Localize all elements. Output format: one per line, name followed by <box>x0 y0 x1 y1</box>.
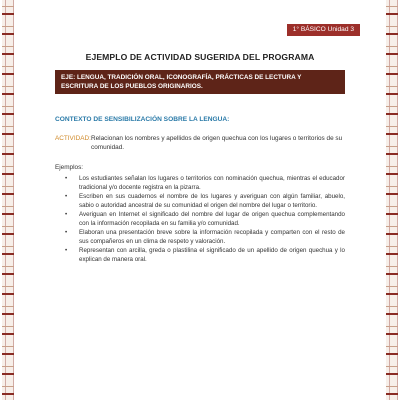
example-text: Los estudiantes señalan los lugares o territorios con nominación quechua, mientras el educador tradicional y/o docente registra en la pizarra. <box>79 175 345 191</box>
bullet-icon: • <box>65 211 68 218</box>
activity-block <box>55 134 345 151</box>
list-item <box>55 246 345 264</box>
list-item <box>55 228 345 246</box>
bullet-icon: • <box>65 193 68 200</box>
activity-label: ACTIVIDAD: <box>55 135 91 142</box>
bullet-icon: • <box>65 229 68 236</box>
example-text: Escriben en sus cuadernos el nombre de los lugares y averiguan con algún familiar, abuelo, sabio o autoridad ancestral de su comunidad el origen del nombre del lugar o territorio. <box>79 193 345 209</box>
eje-banner: EJE: LENGUA, TRADICIÓN ORAL, ICONOGRAFÍA, PRÁCTICAS DE LECTURA Y ESCRITURA DE LOS PUEBLOS ORIGINARIOS. <box>55 70 345 94</box>
example-text: Representan con arcilla, greda o plastilina el significado de un apellido de origen quechua y lo explican de manera oral. <box>79 247 345 263</box>
list-item <box>55 174 345 192</box>
grade-unit-badge: 1° BÁSICO Unidad 3 <box>287 24 360 36</box>
page-title: EJEMPLO DE ACTIVIDAD SUGERIDA DEL PROGRAMA <box>85 52 315 62</box>
activity-text: Relacionan los nombres y apellidos de origen quechua con los lugares o territorios de su comunidad. <box>91 135 343 151</box>
list-item <box>55 192 345 210</box>
examples-label: Ejemplos: <box>55 164 84 171</box>
context-title: CONTEXTO DE SENSIBILIZACIÓN SOBRE LA LENGUA: <box>55 116 230 123</box>
bullet-icon: • <box>65 175 68 182</box>
examples-list <box>55 174 345 264</box>
example-text: Averiguan en Internet el significado del nombre del lugar de origen quechua complementando con la información recopilada en su familia y/o comunidad. <box>79 211 345 227</box>
list-item <box>55 210 345 228</box>
bullet-icon: • <box>65 247 68 254</box>
example-text: Elaboran una presentación breve sobre la información recopilada y comparten con el resto de sus compañeros en un clima de respeto y valoración. <box>79 229 345 245</box>
